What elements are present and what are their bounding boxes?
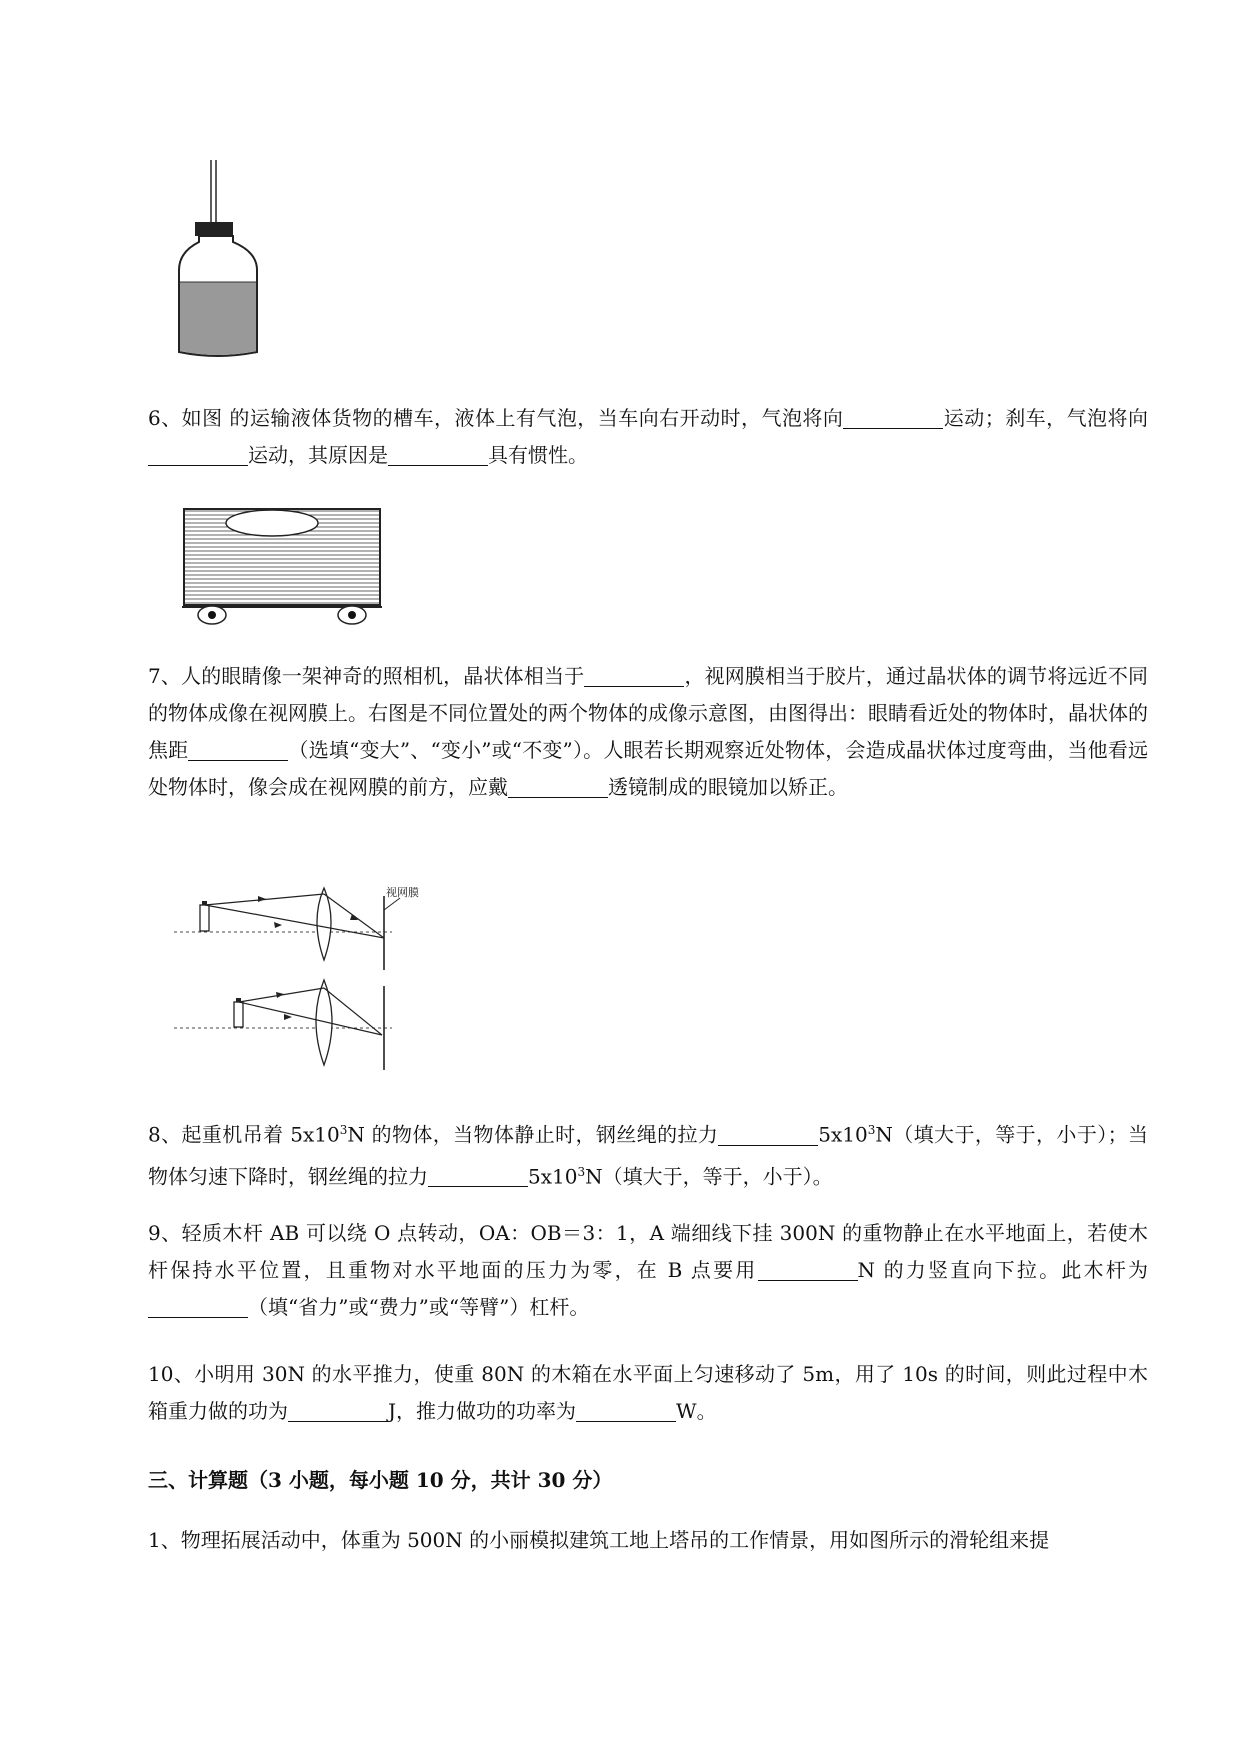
answer-blank[interactable] — [584, 664, 684, 687]
question-6 — [148, 400, 1148, 474]
q7-text-1: 7、人的眼睛像一架神奇的照相机，晶状体相当于 — [148, 664, 585, 688]
answer-blank[interactable] — [718, 1123, 818, 1146]
q8-text-3a: 5x10 — [818, 1122, 868, 1147]
q8-text-4b: N（填大于，等于，小于）。 — [585, 1164, 833, 1189]
answer-blank[interactable] — [758, 1258, 858, 1281]
section-3-heading: 三、计算题（3 小题，每小题 10 分，共计 30 分） — [148, 1468, 613, 1492]
q10-text-3: W。 — [676, 1399, 717, 1423]
q8-text-4a: 5x10 — [528, 1164, 578, 1189]
q6-text-4: 具有惯性。 — [488, 443, 588, 467]
q10-text-1: 10、小明用 30N 的水平推力，使重 80N 的木箱在水平面上匀速移动了 5m，用了 10s 的时间，则此过程中木箱重力做的功为 — [148, 1362, 1148, 1423]
exponent: 3 — [577, 1164, 586, 1179]
exponent: 3 — [339, 1123, 348, 1137]
q7-text-4: 透镜制成的眼镜加以矫正。 — [608, 775, 848, 799]
q8-text-2: N 的物体，当物体静止时，钢丝绳的拉力 — [347, 1122, 719, 1147]
bottle-figure — [175, 160, 265, 360]
answer-blank[interactable] — [148, 443, 248, 466]
q8-text-1: 8、起重机吊着 5x10 — [148, 1122, 340, 1147]
answer-blank[interactable] — [388, 443, 488, 466]
q9-text-3: （填“省力”或“费力”或“等臂”）杠杆。 — [248, 1295, 590, 1319]
answer-blank[interactable] — [148, 1295, 248, 1318]
answer-blank[interactable] — [188, 738, 288, 761]
question-8 — [148, 1112, 1148, 1195]
answer-blank[interactable] — [576, 1399, 676, 1422]
question-7 — [148, 658, 1148, 806]
q7-text-3: （选填“变大”、“变小”或“不变”）。人眼若长期观察近处物体，会造成晶状体过度弯曲，当他看远处物体时，像会成在视网膜的前方，应戴 — [148, 738, 1149, 799]
answer-blank[interactable] — [428, 1164, 528, 1187]
answer-blank[interactable] — [508, 775, 608, 798]
q6-text-3: 运动，其原因是 — [248, 443, 388, 467]
q10-text-2: J，推力做功的功率为 — [388, 1399, 577, 1423]
retina-label: 视网膜 — [386, 886, 419, 899]
tank-car-figure — [180, 505, 385, 630]
q8-text-3b: N（填大于，等于，小于）；当物体匀速下降时，钢丝绳的拉力 — [148, 1122, 1148, 1189]
exponent: 3 — [867, 1123, 876, 1137]
question-9 — [148, 1215, 1148, 1326]
q7-text-2: ，视网膜相当于胶片，通过晶状体的调节将远近不同的物体成像在视网膜上。右图是不同位置处的两个物体的成像示意图，由图得出：眼睛看近处的物体时，晶状体的焦距 — [148, 664, 1148, 762]
question-10 — [148, 1356, 1148, 1430]
q9-text-1: 9、轻质木杆 AB 可以绕 O 点转动，OA：OB＝3：1，A 端细线下挂 300N 的重物静止在水平地面上，若使木杆保持水平位置，且重物对水平地面的压力为零，在 B 点要用 — [148, 1221, 1148, 1282]
q6-text-2: 运动；刹车，气泡将向 — [943, 406, 1148, 430]
calc-question-1: 1、物理拓展活动中，体重为 500N 的小丽模拟建筑工地上塔吊的工作情景，用如图所示的滑轮组来提 — [148, 1528, 1050, 1552]
answer-blank[interactable] — [843, 406, 943, 429]
q6-text-1: 6、如图 的运输液体货物的槽车，液体上有气泡，当车向右开动时，气泡将向 — [148, 406, 844, 430]
q9-text-2: N 的力竖直向下拉。此木杆为 — [857, 1258, 1148, 1282]
answer-blank[interactable] — [288, 1399, 388, 1422]
eye-lens-figure — [172, 880, 442, 1080]
